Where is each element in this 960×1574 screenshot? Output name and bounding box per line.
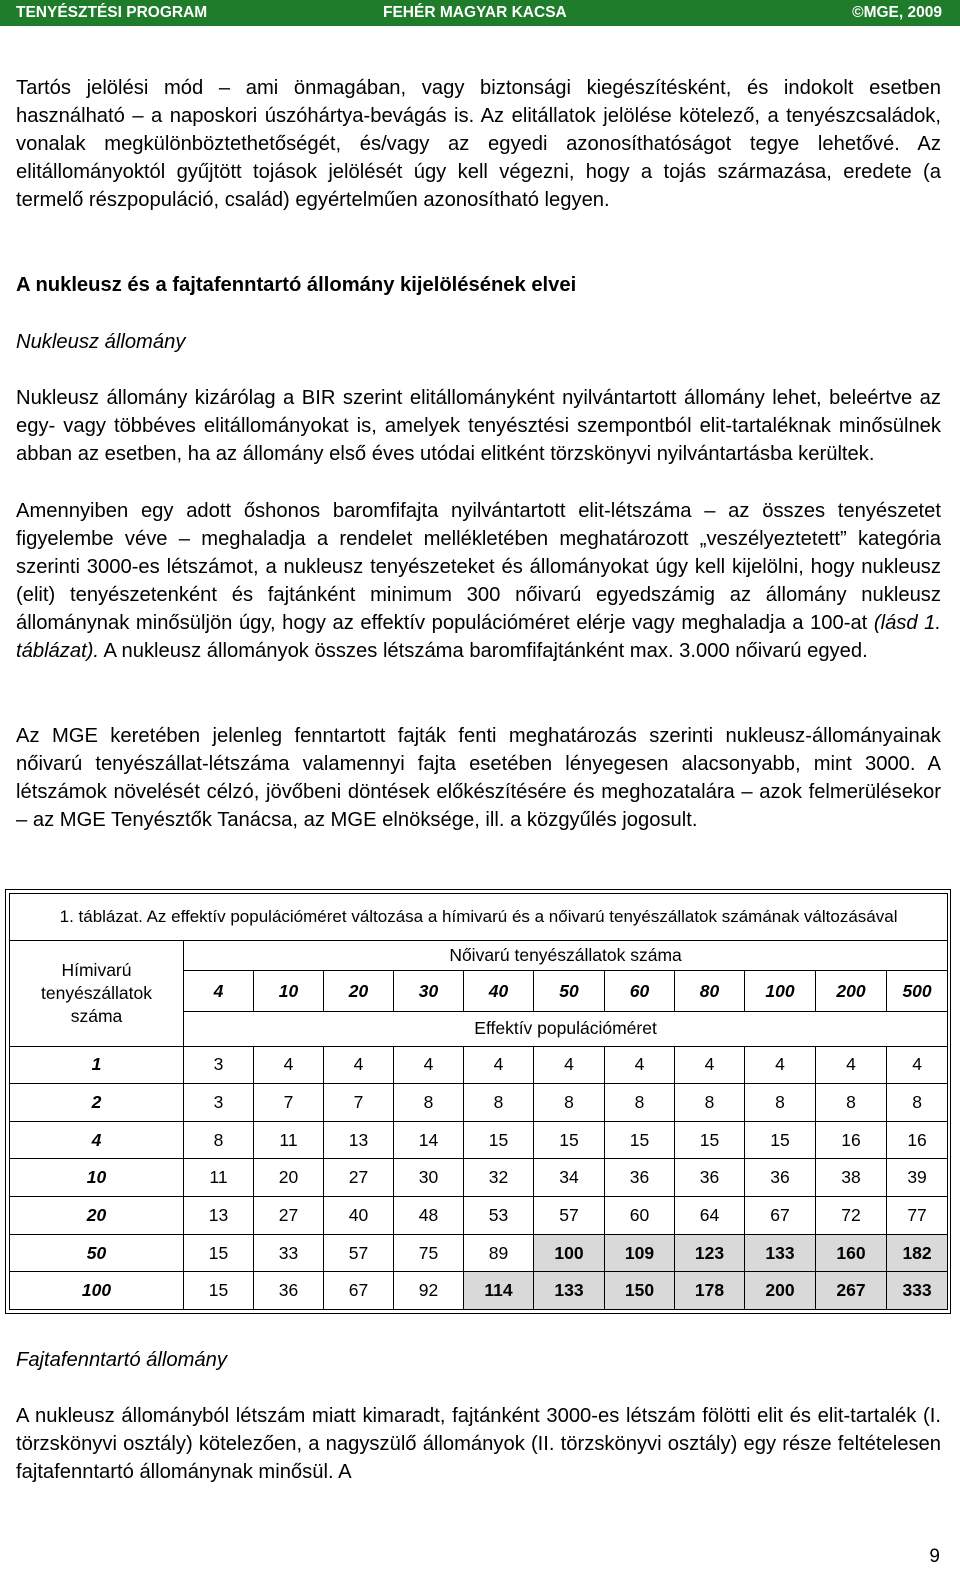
table-caption: 1. táblázat. Az effektív populációméret változása a hímivarú és a nőivarú tenyészállatok számának változásával xyxy=(10,894,948,941)
table-cell: 7 xyxy=(324,1084,394,1122)
column-header: 10 xyxy=(254,971,324,1012)
table-cell: 64 xyxy=(675,1197,745,1235)
table-cell: 4 xyxy=(534,1046,605,1084)
row-label: 1 xyxy=(10,1046,184,1084)
column-header: 50 xyxy=(534,971,605,1012)
table-cell: 15 xyxy=(605,1121,675,1159)
effective-population-table xyxy=(9,893,948,1310)
paragraph-mge-text: Az MGE keretében jelenleg fenntartott fajták fenti meghatározás szerinti nukleusz-állományainak nőivarú tenyészállat-létszáma valamennyi fajta esetében lényegesen alacsonyabb, mint 3000. A létszámok növelését célzó, jövőbeni döntések előkészítésére és meghozatalára – azok felmerülésekor – az MGE Tenyésztők Tanácsa, az MGE elnöksége, ill. a közgyűlés jogosult. xyxy=(16,725,941,831)
table-cell: 100 xyxy=(534,1234,605,1272)
table-cell: 160 xyxy=(816,1234,887,1272)
header-copyright: ©MGE, 2009 xyxy=(852,4,942,21)
row-header-male: Hímivarú tenyészállatok száma xyxy=(10,940,184,1046)
table-cell: 53 xyxy=(464,1197,534,1235)
paragraph-mge xyxy=(16,722,941,834)
subheading-nucleus-text: Nukleusz állomány xyxy=(16,331,186,353)
table-cell: 38 xyxy=(816,1159,887,1197)
table-cell: 4 xyxy=(394,1046,464,1084)
table-cell: 8 xyxy=(887,1084,948,1122)
table-cell: 15 xyxy=(745,1121,816,1159)
table-cell: 16 xyxy=(887,1121,948,1159)
table-cell: 3 xyxy=(184,1046,254,1084)
table-cell: 89 xyxy=(464,1234,534,1272)
paragraph-nucleus-def-text: Nukleusz állomány kizárólag a BIR szerint elitállományként nyilvántartott állomány lehet, beleértve az egy- vagy többéves elitállományokat is, amelyek tenyésztési szempontból elit-tartaléknak minősülnek abban az esetben, ha az állomány első éves utódai elitként törzskönyvi nyilvántartásba kerültek. xyxy=(16,387,941,465)
table-cell: 67 xyxy=(324,1272,394,1310)
table-cell: 39 xyxy=(887,1159,948,1197)
table-cell: 182 xyxy=(887,1234,948,1272)
paragraph-nucleus-rule xyxy=(16,497,941,665)
table-cell: 8 xyxy=(816,1084,887,1122)
table-cell: 8 xyxy=(184,1121,254,1159)
table-cell: 4 xyxy=(816,1046,887,1084)
table-cell: 4 xyxy=(254,1046,324,1084)
table-body xyxy=(10,1046,948,1309)
table-cell: 15 xyxy=(184,1272,254,1310)
subheading-nucleus xyxy=(16,328,941,356)
table-cell: 267 xyxy=(816,1272,887,1310)
paragraph-marking-text: Tartós jelölési mód – ami önmagában, vagy biztonsági kiegészítésként, és indokolt esetben használható – a naposkori úszóhártya-bevágás is. Az elitállatok jelölése kötelező, a tenyészcsaládok, vonalak megkülönböztethetőségét, és/vagy az egyedi azonosíthatóságot tegye lehetővé. Az elitállományoktól gyűjtött tojások jelölését úgy kell végezni, hogy a tojás származása, eredete (a termelő részpopuláció, család) egyértelműen azonosítható legyen. xyxy=(16,77,941,211)
table-row xyxy=(10,1234,948,1272)
table-cell: 48 xyxy=(394,1197,464,1235)
table-cell: 32 xyxy=(464,1159,534,1197)
table-cell: 67 xyxy=(745,1197,816,1235)
table-cell: 8 xyxy=(675,1084,745,1122)
table-cell: 27 xyxy=(324,1159,394,1197)
rule-text-a: Amennyiben egy adott őshonos baromfifajta nyilvántartott elit-létszáma – az összes tenyészetet figyelembe véve – meghaladja a rendelet mellékletében meghatározott „veszélyeztetett” kategória szerinti 3000-es létszámot, a nukleusz tenyészeteket és állományokat úgy kell kijelölni, hogy nukleusz (elit) tenyészetenként és fajtánként minimum 300 nőivarú egyedszámig az állomány nukleusz állománynak minősüljön úgy, hogy az effektív populációméret elérje vagy meghaladja a 100-at xyxy=(16,500,941,634)
table-reference: (lásd 1. táblázat). xyxy=(16,612,942,662)
table-cell: 92 xyxy=(394,1272,464,1310)
table-cell: 114 xyxy=(464,1272,534,1310)
page-number: 9 xyxy=(929,1546,940,1567)
table-cell: 4 xyxy=(675,1046,745,1084)
table-cell: 20 xyxy=(254,1159,324,1197)
table-cell: 133 xyxy=(745,1234,816,1272)
paragraph-conservation xyxy=(16,1402,941,1486)
table-cell: 13 xyxy=(184,1197,254,1235)
table-cell: 77 xyxy=(887,1197,948,1235)
column-header: 80 xyxy=(675,971,745,1012)
table-cell: 13 xyxy=(324,1121,394,1159)
table-row xyxy=(10,1121,948,1159)
rule-text-b: A nukleusz állományok összes létszáma baromfifajtánként max. 3.000 nőivarú egyed. xyxy=(103,640,868,662)
column-header: 40 xyxy=(464,971,534,1012)
table-cell: 123 xyxy=(675,1234,745,1272)
row-label: 10 xyxy=(10,1159,184,1197)
table-cell: 11 xyxy=(184,1159,254,1197)
column-header: 200 xyxy=(816,971,887,1012)
table-cell: 4 xyxy=(745,1046,816,1084)
table-cell: 333 xyxy=(887,1272,948,1310)
column-header: 100 xyxy=(745,971,816,1012)
column-header: 20 xyxy=(324,971,394,1012)
table-cell: 8 xyxy=(394,1084,464,1122)
table-cell: 15 xyxy=(675,1121,745,1159)
table-cell: 200 xyxy=(745,1272,816,1310)
table-cell: 8 xyxy=(534,1084,605,1122)
table-cell: 15 xyxy=(464,1121,534,1159)
column-header: 4 xyxy=(184,971,254,1012)
table-cell: 4 xyxy=(464,1046,534,1084)
section-heading xyxy=(16,271,941,299)
column-header: 30 xyxy=(394,971,464,1012)
table-cell: 133 xyxy=(534,1272,605,1310)
table-cell: 4 xyxy=(605,1046,675,1084)
column-header: 500 xyxy=(887,971,948,1012)
table-cell: 75 xyxy=(394,1234,464,1272)
table-row xyxy=(10,1272,948,1310)
table-cell: 8 xyxy=(605,1084,675,1122)
table-row xyxy=(10,1084,948,1122)
table-cell: 40 xyxy=(324,1197,394,1235)
col-group-header-female: Nőivarú tenyészállatok száma xyxy=(184,940,948,971)
table-cell: 33 xyxy=(254,1234,324,1272)
running-header xyxy=(0,0,960,26)
row-label: 20 xyxy=(10,1197,184,1235)
paragraph-nucleus-rule-text xyxy=(16,497,941,665)
table-cell: 57 xyxy=(324,1234,394,1272)
table-cell: 16 xyxy=(816,1121,887,1159)
paragraph-marking xyxy=(16,74,941,214)
table-cell: 150 xyxy=(605,1272,675,1310)
table-cell: 11 xyxy=(254,1121,324,1159)
table-cell: 4 xyxy=(324,1046,394,1084)
paragraph-nucleus-def xyxy=(16,384,941,468)
table-cell: 8 xyxy=(745,1084,816,1122)
table-cell: 60 xyxy=(605,1197,675,1235)
table-cell: 4 xyxy=(887,1046,948,1084)
table-cell: 109 xyxy=(605,1234,675,1272)
table-cell: 57 xyxy=(534,1197,605,1235)
section-heading-text: A nukleusz és a fajtafenntartó állomány kijelölésének elvei xyxy=(16,274,577,296)
subheading-conservation-text: Fajtafenntartó állomány xyxy=(16,1349,227,1371)
table-row xyxy=(10,1159,948,1197)
paragraph-conservation-text: A nukleusz állományból létszám miatt kimaradt, fajtánként 3000-es létszám fölötti elit és elit-tartalék (I. törzskönyvi osztály) kötelezően, a nagyszülő állományok (II. törzskönyvi osztály) egy része feltételesen fajtafenntartó állománynak minősül. A xyxy=(16,1405,941,1483)
row-label: 2 xyxy=(10,1084,184,1122)
table-cell: 178 xyxy=(675,1272,745,1310)
table-cell: 36 xyxy=(745,1159,816,1197)
table-cell: 36 xyxy=(675,1159,745,1197)
table-cell: 30 xyxy=(394,1159,464,1197)
table-cell: 14 xyxy=(394,1121,464,1159)
effective-size-subheader: Effektív populációméret xyxy=(184,1011,948,1046)
table-cell: 7 xyxy=(254,1084,324,1122)
table-cell: 15 xyxy=(184,1234,254,1272)
subheading-conservation xyxy=(16,1346,941,1374)
table-cell: 36 xyxy=(254,1272,324,1310)
effective-population-table-frame xyxy=(5,889,951,1314)
column-header: 60 xyxy=(605,971,675,1012)
row-label: 50 xyxy=(10,1234,184,1272)
table-cell: 15 xyxy=(534,1121,605,1159)
table-cell: 72 xyxy=(816,1197,887,1235)
table-cell: 3 xyxy=(184,1084,254,1122)
table-row xyxy=(10,1046,948,1084)
table-cell: 8 xyxy=(464,1084,534,1122)
row-label: 4 xyxy=(10,1121,184,1159)
row-label: 100 xyxy=(10,1272,184,1310)
table-cell: 34 xyxy=(534,1159,605,1197)
header-breed: FEHÉR MAGYAR KACSA xyxy=(383,4,567,21)
header-program: TENYÉSZTÉSI PROGRAM xyxy=(16,4,208,21)
table-cell: 36 xyxy=(605,1159,675,1197)
table-cell: 27 xyxy=(254,1197,324,1235)
table-row xyxy=(10,1197,948,1235)
